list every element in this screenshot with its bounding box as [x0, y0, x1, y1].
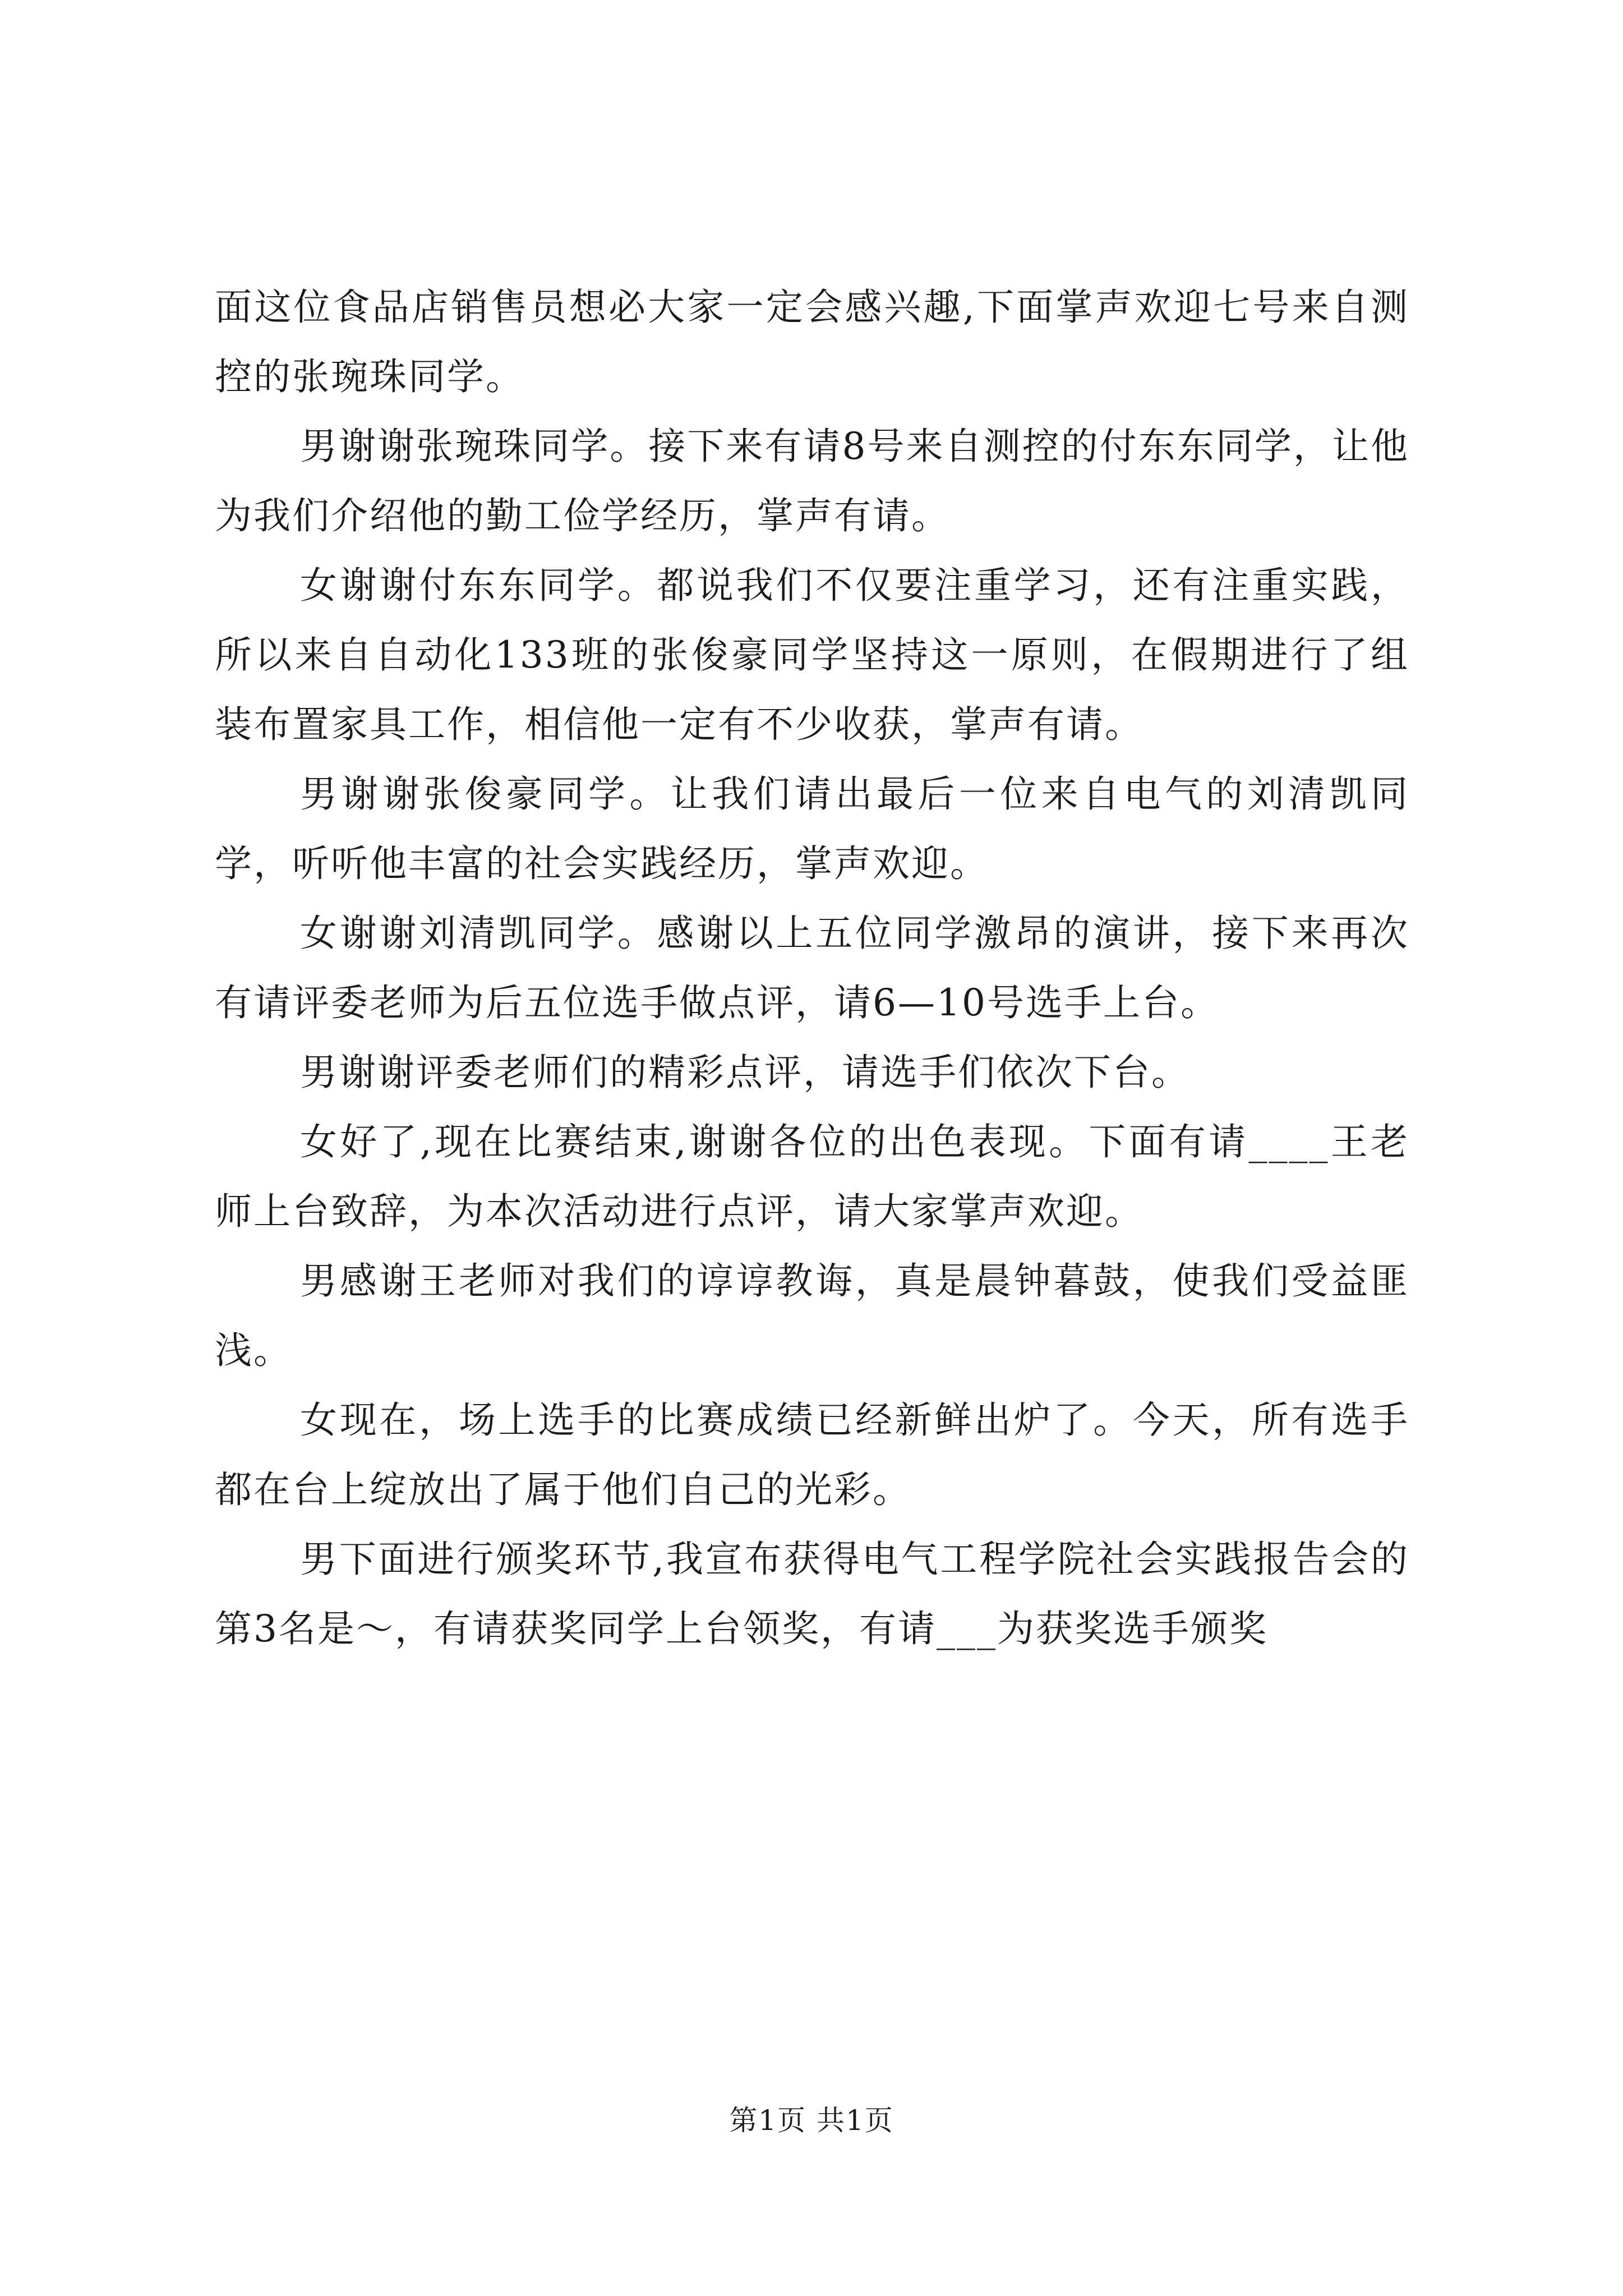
paragraph: 男谢谢评委老师们的精彩点评，请选手们依次下台。: [300, 1051, 1190, 1094]
document-body: [215, 273, 1409, 1664]
paragraph: 男下面进行颁奖环节,我宣布获得电气工程学院社会实践报告会的第3名是～，有请获奖同学上台领奖，有请___为获奖选手颁奖: [215, 1538, 1409, 1650]
paragraph: 女谢谢付东东同学。都说我们不仅要注重学习，还有注重实践，所以来自自动化133班的张俊豪同学坚持这一原则，在假期进行了组装布置家具工作，相信他一定有不少收获，掌声有请。: [215, 564, 1409, 746]
paragraph: 男感谢王老师对我们的谆谆教诲，真是晨钟暮鼓，使我们受益匪浅。: [215, 1259, 1409, 1372]
paragraph: 男谢谢张琬珠同学。接下来有请8号来自测控的付东东同学，让他为我们介绍他的勤工俭学经历，掌声有请。: [215, 425, 1409, 537]
paragraph: 女谢谢刘清凯同学。感谢以上五位同学激昂的演讲，接下来再次有请评委老师为后五位选手做点评，请6—10号选手上台。: [215, 912, 1409, 1024]
paragraph: 女好了,现在比赛结束,谢谢各位的出色表现。下面有请____王老师上台致辞，为本次活动进行点评，请大家掌声欢迎。: [215, 1120, 1409, 1233]
paragraph: 男谢谢张俊豪同学。让我们请出最后一位来自电气的刘清凯同学，听听他丰富的社会实践经历，掌声欢迎。: [215, 772, 1409, 885]
page-footer: 第1页 共1页: [729, 2104, 894, 2137]
paragraph: 女现在，场上选手的比赛成绩已经新鲜出炉了。今天，所有选手都在台上绽放出了属于他们自己的光彩。: [215, 1398, 1409, 1511]
paragraph: 面这位食品店销售员想必大家一定会感兴趣,下面掌声欢迎七号来自测控的张琬珠同学。: [215, 286, 1409, 398]
